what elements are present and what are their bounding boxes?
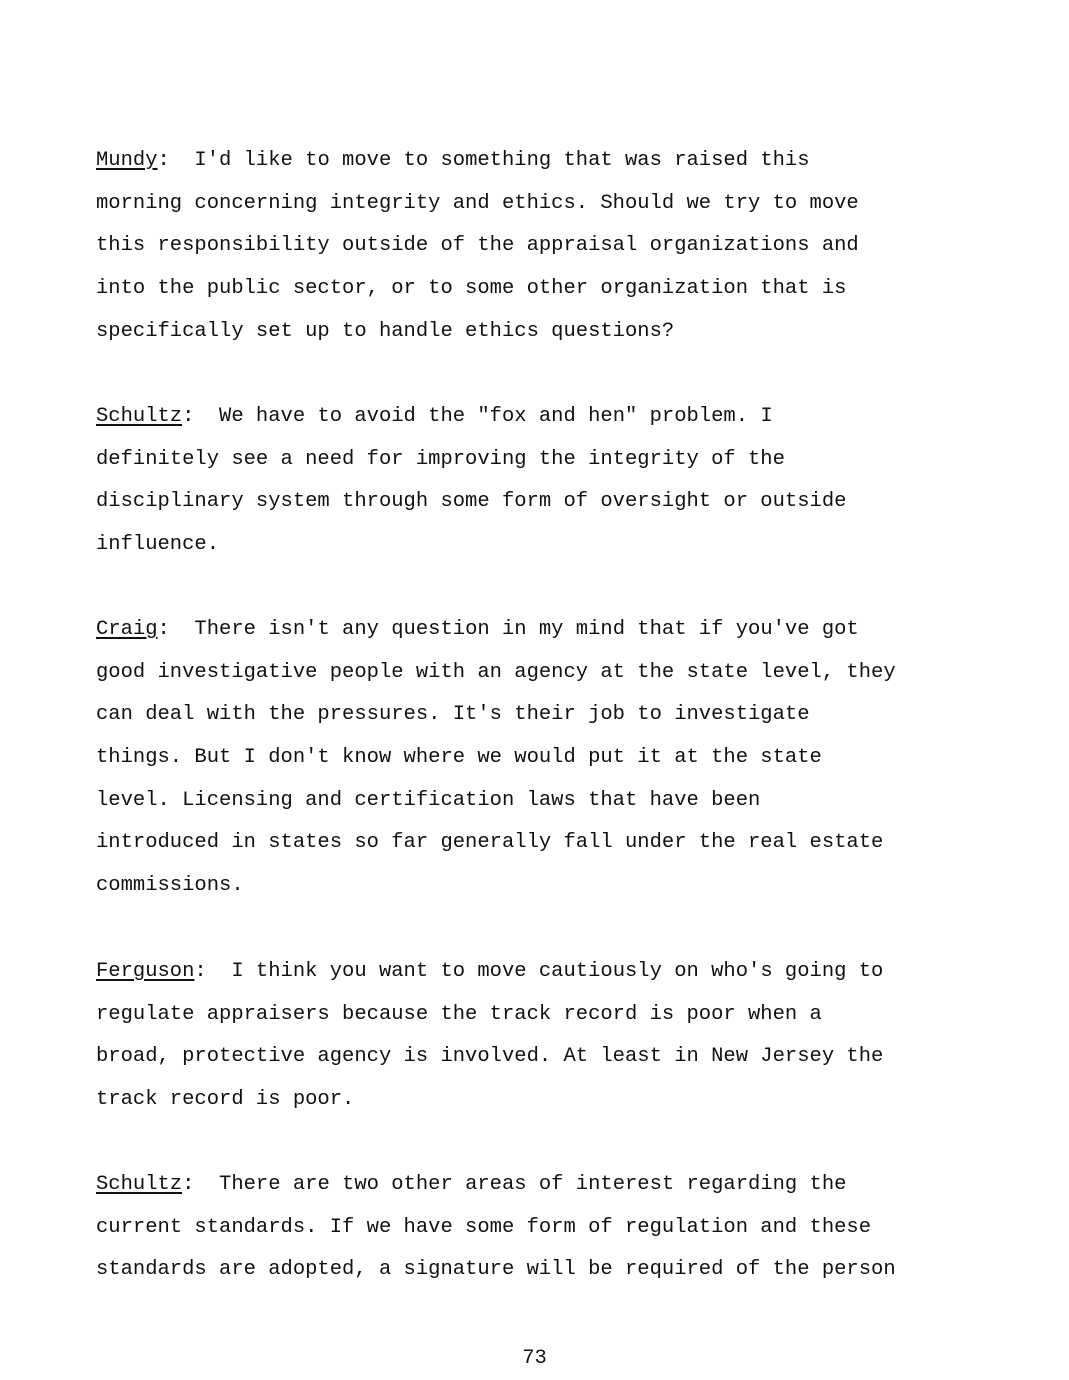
speaker-name: Ferguson xyxy=(96,960,195,983)
line-text: We have to avoid the "fox and hen" problem. I xyxy=(219,405,773,428)
text-line: Schultz: We have to avoid the "fox and hen" problem. I xyxy=(96,405,773,428)
speaker-name: Schultz xyxy=(96,1173,183,1196)
text-line: specifically set up to handle ethics questions? xyxy=(96,319,675,343)
exchange-craig xyxy=(96,609,996,908)
speaker-name: Mundy xyxy=(96,149,158,172)
text-line: standards are adopted, a signature will be required of the person xyxy=(96,1258,896,1282)
exchange-schultz xyxy=(96,396,996,567)
line-text: I'd like to move to something that was raised this xyxy=(194,149,810,172)
text-line: influence. xyxy=(96,533,220,557)
line-text: There are two other areas of interest regarding the xyxy=(219,1173,847,1196)
text-line: into the public sector, or to some other organization that is xyxy=(96,277,847,301)
text-line: morning concerning integrity and ethics. Should we try to move xyxy=(96,191,859,215)
line-text: I think you want to move cautiously on who's going to xyxy=(231,960,884,983)
text-line: Craig: There isn't any question in my mind that if you've got xyxy=(96,618,859,641)
text-line: good investigative people with an agency at the state level, they xyxy=(96,660,896,684)
speaker-name: Craig xyxy=(96,618,158,641)
text-line: this responsibility outside of the appraisal organizations and xyxy=(96,234,859,258)
text-line: Ferguson: I think you want to move cautiously on who's going to xyxy=(96,960,884,983)
text-line: can deal with the pressures. It's their job to investigate xyxy=(96,703,810,727)
text-line: Schultz: There are two other areas of interest regarding the xyxy=(96,1173,847,1196)
text-line: things. But I don't know where we would put it at the state xyxy=(96,746,822,770)
text-line: current standards. If we have some form of regulation and these xyxy=(96,1215,872,1239)
text-line: broad, protective agency is involved. At least in New Jersey the xyxy=(96,1045,884,1069)
speaker-name: Schultz xyxy=(96,405,183,428)
text-line: disciplinary system through some form of oversight or outside xyxy=(96,490,847,514)
text-line: level. Licensing and certification laws that have been xyxy=(96,788,761,812)
text-line: Mundy: I'd like to move to something that was raised this xyxy=(96,149,810,172)
page-number: 73 xyxy=(522,1347,547,1370)
exchange-schultz xyxy=(96,1164,996,1292)
exchange-mundy xyxy=(96,140,996,353)
line-text: There isn't any question in my mind that if you've got xyxy=(194,618,859,641)
text-line: track record is poor. xyxy=(96,1088,355,1112)
text-line: definitely see a need for improving the integrity of the xyxy=(96,447,785,471)
exchange-ferguson xyxy=(96,951,996,1122)
text-line: commissions. xyxy=(96,874,244,898)
text-line: introduced in states so far generally fall under the real estate xyxy=(96,831,884,855)
text-line: regulate appraisers because the track record is poor when a xyxy=(96,1002,822,1026)
